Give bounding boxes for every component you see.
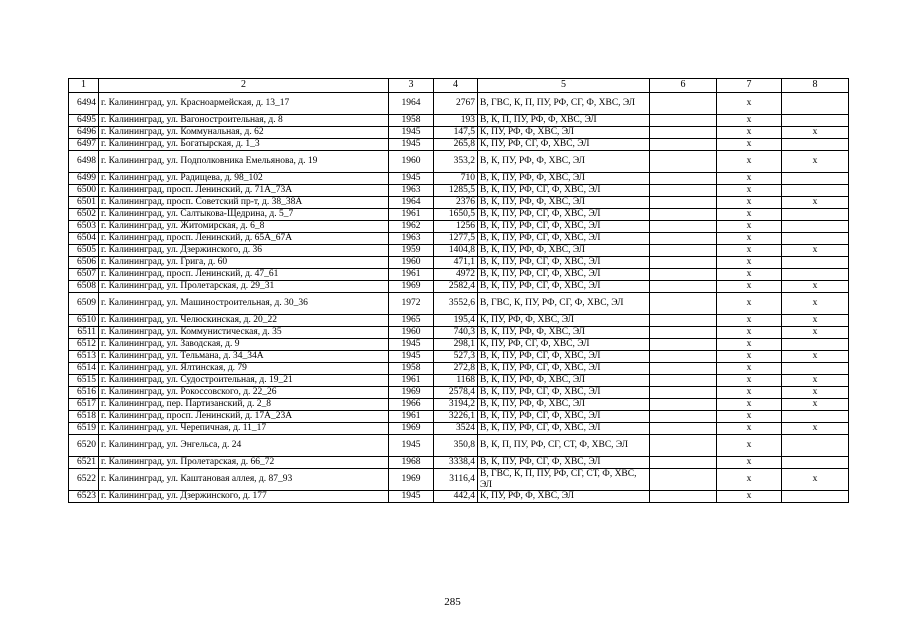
area-cell: 4972 <box>434 269 478 281</box>
address-cell: г. Калининград, просп. Ленинский, д. 71А_73А <box>99 185 389 197</box>
area-cell: 1256 <box>434 221 478 233</box>
year-cell: 1969 <box>389 281 434 293</box>
works-list-cell: В, К, П, ПУ, РФ, СГ, СТ, Ф, ХВС, ЭЛ <box>478 435 650 457</box>
column-6-cell <box>650 233 717 245</box>
works-list-cell: В, К, ПУ, РФ, СГ, Ф, ХВС, ЭЛ <box>478 209 650 221</box>
year-cell: 1960 <box>389 327 434 339</box>
table-row <box>69 151 849 173</box>
table-row <box>69 115 849 127</box>
column-8-mark-cell: х <box>782 245 849 257</box>
works-list-cell: В, К, ПУ, РФ, Ф, ХВС, ЭЛ <box>478 245 650 257</box>
row-number-cell: 6514 <box>69 363 99 375</box>
row-number-cell: 6502 <box>69 209 99 221</box>
address-cell: г. Калининград, ул. Пролетарская, д. 66_72 <box>99 457 389 469</box>
column-8-mark-cell: х <box>782 423 849 435</box>
row-number-cell: 6518 <box>69 411 99 423</box>
header-col-4: 4 <box>434 79 478 93</box>
column-7-mark-cell: х <box>717 435 782 457</box>
area-cell: 527,3 <box>434 351 478 363</box>
column-6-cell <box>650 399 717 411</box>
table-row <box>69 293 849 315</box>
area-cell: 442,4 <box>434 491 478 503</box>
table-row <box>69 269 849 281</box>
works-list-cell: К, ПУ, РФ, Ф, ХВС, ЭЛ <box>478 127 650 139</box>
works-list-cell: К, ПУ, РФ, Ф, ХВС, ЭЛ <box>478 491 650 503</box>
column-8-mark-cell <box>782 435 849 457</box>
address-cell: г. Калининград, ул. Машиностроительная, д. 30_36 <box>99 293 389 315</box>
column-8-mark-cell: х <box>782 127 849 139</box>
row-number-cell: 6503 <box>69 221 99 233</box>
year-cell: 1961 <box>389 209 434 221</box>
column-7-mark-cell: х <box>717 327 782 339</box>
year-cell: 1969 <box>389 387 434 399</box>
column-8-mark-cell: х <box>782 351 849 363</box>
area-cell: 353,2 <box>434 151 478 173</box>
address-cell: г. Калининград, ул. Богатырская, д. 1_3 <box>99 139 389 151</box>
table-row <box>69 351 849 363</box>
works-list-cell: В, К, ПУ, РФ, СГ, Ф, ХВС, ЭЛ <box>478 457 650 469</box>
year-cell: 1972 <box>389 293 434 315</box>
column-6-cell <box>650 411 717 423</box>
column-8-mark-cell <box>782 457 849 469</box>
column-6-cell <box>650 209 717 221</box>
year-cell: 1965 <box>389 315 434 327</box>
column-6-cell <box>650 339 717 351</box>
address-cell: г. Калининград, просп. Советский пр-т, д. 38_38А <box>99 197 389 209</box>
address-cell: г. Калининград, ул. Красноармейская, д. 13_17 <box>99 93 389 115</box>
address-cell: г. Калининград, ул. Каштановая аллея, д. 87_93 <box>99 469 389 491</box>
year-cell: 1945 <box>389 339 434 351</box>
table-row <box>69 457 849 469</box>
address-cell: г. Калининград, ул. Подполковника Емельянова, д. 19 <box>99 151 389 173</box>
area-cell: 3524 <box>434 423 478 435</box>
works-list-cell: К, ПУ, РФ, СГ, Ф, ХВС, ЭЛ <box>478 339 650 351</box>
column-6-cell <box>650 173 717 185</box>
area-cell: 710 <box>434 173 478 185</box>
year-cell: 1960 <box>389 151 434 173</box>
header-col-5: 5 <box>478 79 650 93</box>
year-cell: 1963 <box>389 233 434 245</box>
year-cell: 1945 <box>389 173 434 185</box>
area-cell: 3116,4 <box>434 469 478 491</box>
row-number-cell: 6515 <box>69 375 99 387</box>
column-8-mark-cell <box>782 257 849 269</box>
table-row <box>69 411 849 423</box>
table-row <box>69 327 849 339</box>
year-cell: 1969 <box>389 423 434 435</box>
column-6-cell <box>650 387 717 399</box>
column-6-cell <box>650 293 717 315</box>
area-cell: 471,1 <box>434 257 478 269</box>
year-cell: 1958 <box>389 363 434 375</box>
column-7-mark-cell: х <box>717 281 782 293</box>
works-list-cell: В, К, ПУ, РФ, СГ, Ф, ХВС, ЭЛ <box>478 351 650 363</box>
column-6-cell <box>650 435 717 457</box>
table-row <box>69 399 849 411</box>
table-row <box>69 491 849 503</box>
address-cell: г. Калининград, ул. Коммунистическая, д. 35 <box>99 327 389 339</box>
column-8-mark-cell <box>782 93 849 115</box>
year-cell: 1969 <box>389 469 434 491</box>
header-col-7: 7 <box>717 79 782 93</box>
column-8-mark-cell <box>782 185 849 197</box>
column-6-cell <box>650 363 717 375</box>
column-8-mark-cell <box>782 363 849 375</box>
address-cell: г. Калининград, ул. Пролетарская, д. 29_31 <box>99 281 389 293</box>
column-7-mark-cell: х <box>717 491 782 503</box>
table-header-row <box>69 79 849 93</box>
column-7-mark-cell: х <box>717 269 782 281</box>
row-number-cell: 6510 <box>69 315 99 327</box>
column-7-mark-cell: х <box>717 423 782 435</box>
year-cell: 1963 <box>389 185 434 197</box>
row-number-cell: 6517 <box>69 399 99 411</box>
column-7-mark-cell: х <box>717 257 782 269</box>
table-row <box>69 257 849 269</box>
address-cell: г. Калининград, ул. Энгельса, д. 24 <box>99 435 389 457</box>
column-7-mark-cell: х <box>717 93 782 115</box>
column-7-mark-cell: х <box>717 339 782 351</box>
address-cell: г. Калининград, ул. Дзержинского, д. 177 <box>99 491 389 503</box>
row-number-cell: 6499 <box>69 173 99 185</box>
column-8-mark-cell <box>782 269 849 281</box>
year-cell: 1968 <box>389 457 434 469</box>
table-row <box>69 221 849 233</box>
column-8-mark-cell: х <box>782 375 849 387</box>
column-8-mark-cell <box>782 411 849 423</box>
table-body <box>69 93 849 503</box>
column-8-mark-cell: х <box>782 327 849 339</box>
address-cell: г. Калининград, ул. Житомирская, д. 6_8 <box>99 221 389 233</box>
works-list-cell: В, К, ПУ, РФ, Ф, ХВС, ЭЛ <box>478 375 650 387</box>
column-7-mark-cell: х <box>717 115 782 127</box>
area-cell: 2376 <box>434 197 478 209</box>
column-7-mark-cell: х <box>717 363 782 375</box>
row-number-cell: 6498 <box>69 151 99 173</box>
works-list-cell: В, К, П, ПУ, РФ, Ф, ХВС, ЭЛ <box>478 115 650 127</box>
register-table <box>68 78 849 503</box>
year-cell: 1960 <box>389 257 434 269</box>
table-row <box>69 185 849 197</box>
address-cell: г. Калининград, пер. Партизанский, д. 2_8 <box>99 399 389 411</box>
column-6-cell <box>650 457 717 469</box>
table-row <box>69 139 849 151</box>
column-7-mark-cell: х <box>717 173 782 185</box>
page-number: 285 <box>444 596 461 608</box>
column-7-mark-cell: х <box>717 469 782 491</box>
area-cell: 193 <box>434 115 478 127</box>
works-list-cell: В, К, ПУ, РФ, СГ, Ф, ХВС, ЭЛ <box>478 221 650 233</box>
year-cell: 1964 <box>389 197 434 209</box>
year-cell: 1961 <box>389 411 434 423</box>
header-col-6: 6 <box>650 79 717 93</box>
column-6-cell <box>650 375 717 387</box>
area-cell: 2578,4 <box>434 387 478 399</box>
works-list-cell: В, К, ПУ, РФ, СГ, Ф, ХВС, ЭЛ <box>478 185 650 197</box>
column-7-mark-cell: х <box>717 457 782 469</box>
works-list-cell: В, ГВС, К, П, ПУ, РФ, СГ, СТ, Ф, ХВС, ЭЛ <box>478 469 650 491</box>
row-number-cell: 6516 <box>69 387 99 399</box>
address-cell: г. Калининград, просп. Ленинский, д. 47_61 <box>99 269 389 281</box>
column-7-mark-cell: х <box>717 245 782 257</box>
year-cell: 1961 <box>389 269 434 281</box>
row-number-cell: 6497 <box>69 139 99 151</box>
row-number-cell: 6495 <box>69 115 99 127</box>
year-cell: 1961 <box>389 375 434 387</box>
table-row <box>69 469 849 491</box>
works-list-cell: К, ПУ, РФ, Ф, ХВС, ЭЛ <box>478 315 650 327</box>
address-cell: г. Калининград, ул. Дзержинского, д. 36 <box>99 245 389 257</box>
column-7-mark-cell: х <box>717 221 782 233</box>
column-8-mark-cell <box>782 491 849 503</box>
address-cell: г. Калининград, ул. Челюскинская, д. 20_22 <box>99 315 389 327</box>
table-row <box>69 233 849 245</box>
column-7-mark-cell: х <box>717 127 782 139</box>
row-number-cell: 6494 <box>69 93 99 115</box>
row-number-cell: 6513 <box>69 351 99 363</box>
column-6-cell <box>650 491 717 503</box>
works-list-cell: В, К, ПУ, РФ, СГ, Ф, ХВС, ЭЛ <box>478 387 650 399</box>
table-row <box>69 339 849 351</box>
works-list-cell: В, К, ПУ, РФ, СГ, Ф, ХВС, ЭЛ <box>478 423 650 435</box>
column-7-mark-cell: х <box>717 197 782 209</box>
column-8-mark-cell <box>782 139 849 151</box>
row-number-cell: 6504 <box>69 233 99 245</box>
row-number-cell: 6511 <box>69 327 99 339</box>
table-row <box>69 93 849 115</box>
year-cell: 1966 <box>389 399 434 411</box>
column-7-mark-cell: х <box>717 411 782 423</box>
column-6-cell <box>650 469 717 491</box>
table-row <box>69 423 849 435</box>
header-col-8: 8 <box>782 79 849 93</box>
area-cell: 2582,4 <box>434 281 478 293</box>
table-row <box>69 127 849 139</box>
address-cell: г. Калининград, ул. Судостроительная, д. 19_21 <box>99 375 389 387</box>
area-cell: 740,3 <box>434 327 478 339</box>
column-6-cell <box>650 351 717 363</box>
column-6-cell <box>650 221 717 233</box>
column-6-cell <box>650 327 717 339</box>
row-number-cell: 6523 <box>69 491 99 503</box>
column-8-mark-cell <box>782 209 849 221</box>
column-7-mark-cell: х <box>717 151 782 173</box>
column-7-mark-cell: х <box>717 293 782 315</box>
works-list-cell: В, К, ПУ, РФ, СГ, Ф, ХВС, ЭЛ <box>478 363 650 375</box>
address-cell: г. Калининград, просп. Ленинский, д. 65А_67А <box>99 233 389 245</box>
header-col-1: 1 <box>69 79 99 93</box>
column-6-cell <box>650 281 717 293</box>
works-list-cell: В, К, ПУ, РФ, СГ, Ф, ХВС, ЭЛ <box>478 269 650 281</box>
address-cell: г. Калининград, ул. Коммунальная, д. 62 <box>99 127 389 139</box>
works-list-cell: В, К, ПУ, РФ, СГ, Ф, ХВС, ЭЛ <box>478 411 650 423</box>
column-7-mark-cell: х <box>717 399 782 411</box>
works-list-cell: В, К, ПУ, РФ, Ф, ХВС, ЭЛ <box>478 399 650 411</box>
row-number-cell: 6500 <box>69 185 99 197</box>
area-cell: 298,1 <box>434 339 478 351</box>
area-cell: 1650,5 <box>434 209 478 221</box>
column-8-mark-cell: х <box>782 151 849 173</box>
column-6-cell <box>650 423 717 435</box>
year-cell: 1962 <box>389 221 434 233</box>
area-cell: 3552,6 <box>434 293 478 315</box>
table-row <box>69 173 849 185</box>
column-6-cell <box>650 115 717 127</box>
column-6-cell <box>650 139 717 151</box>
area-cell: 3194,2 <box>434 399 478 411</box>
row-number-cell: 6496 <box>69 127 99 139</box>
area-cell: 3226,1 <box>434 411 478 423</box>
table-row <box>69 387 849 399</box>
column-8-mark-cell <box>782 115 849 127</box>
header-col-2: 2 <box>99 79 389 93</box>
row-number-cell: 6506 <box>69 257 99 269</box>
column-7-mark-cell: х <box>717 139 782 151</box>
year-cell: 1959 <box>389 245 434 257</box>
column-7-mark-cell: х <box>717 375 782 387</box>
address-cell: г. Калининград, ул. Заводская, д. 9 <box>99 339 389 351</box>
year-cell: 1945 <box>389 139 434 151</box>
year-cell: 1945 <box>389 127 434 139</box>
column-8-mark-cell <box>782 339 849 351</box>
column-6-cell <box>650 245 717 257</box>
table-row <box>69 375 849 387</box>
column-6-cell <box>650 185 717 197</box>
header-col-3: 3 <box>389 79 434 93</box>
table-row <box>69 435 849 457</box>
column-8-mark-cell: х <box>782 387 849 399</box>
area-cell: 2767 <box>434 93 478 115</box>
column-7-mark-cell: х <box>717 387 782 399</box>
works-list-cell: В, К, ПУ, РФ, Ф, ХВС, ЭЛ <box>478 173 650 185</box>
table-row <box>69 209 849 221</box>
year-cell: 1945 <box>389 435 434 457</box>
address-cell: г. Калининград, ул. Черепичная, д. 11_17 <box>99 423 389 435</box>
works-list-cell: В, К, ПУ, РФ, СГ, Ф, ХВС, ЭЛ <box>478 281 650 293</box>
area-cell: 1168 <box>434 375 478 387</box>
table-row <box>69 197 849 209</box>
year-cell: 1958 <box>389 115 434 127</box>
row-number-cell: 6522 <box>69 469 99 491</box>
year-cell: 1964 <box>389 93 434 115</box>
column-6-cell <box>650 315 717 327</box>
area-cell: 265,8 <box>434 139 478 151</box>
column-6-cell <box>650 151 717 173</box>
address-cell: г. Калининград, ул. Грига, д. 60 <box>99 257 389 269</box>
column-7-mark-cell: х <box>717 209 782 221</box>
works-list-cell: В, К, ПУ, РФ, Ф, ХВС, ЭЛ <box>478 327 650 339</box>
table-row <box>69 245 849 257</box>
column-8-mark-cell <box>782 221 849 233</box>
works-list-cell: В, ГВС, К, П, ПУ, РФ, СГ, Ф, ХВС, ЭЛ <box>478 93 650 115</box>
column-6-cell <box>650 197 717 209</box>
column-8-mark-cell <box>782 233 849 245</box>
row-number-cell: 6521 <box>69 457 99 469</box>
works-list-cell: В, ГВС, К, ПУ, РФ, СГ, Ф, ХВС, ЭЛ <box>478 293 650 315</box>
row-number-cell: 6520 <box>69 435 99 457</box>
area-cell: 147,5 <box>434 127 478 139</box>
area-cell: 1404,8 <box>434 245 478 257</box>
column-8-mark-cell: х <box>782 399 849 411</box>
row-number-cell: 6507 <box>69 269 99 281</box>
table-row <box>69 281 849 293</box>
area-cell: 272,8 <box>434 363 478 375</box>
column-7-mark-cell: х <box>717 351 782 363</box>
year-cell: 1945 <box>389 491 434 503</box>
area-cell: 1285,5 <box>434 185 478 197</box>
column-8-mark-cell: х <box>782 197 849 209</box>
address-cell: г. Калининград, ул. Радищева, д. 98_102 <box>99 173 389 185</box>
year-cell: 1945 <box>389 351 434 363</box>
address-cell: г. Калининград, ул. Ялтинская, д. 79 <box>99 363 389 375</box>
address-cell: г. Калининград, ул. Вагоностроительная, д. 8 <box>99 115 389 127</box>
column-8-mark-cell: х <box>782 315 849 327</box>
table-row <box>69 363 849 375</box>
address-cell: г. Калининград, ул. Тельмана, д. 34_34А <box>99 351 389 363</box>
row-number-cell: 6519 <box>69 423 99 435</box>
works-list-cell: В, К, ПУ, РФ, Ф, ХВС, ЭЛ <box>478 197 650 209</box>
column-6-cell <box>650 257 717 269</box>
works-list-cell: В, К, ПУ, РФ, СГ, Ф, ХВС, ЭЛ <box>478 233 650 245</box>
column-6-cell <box>650 269 717 281</box>
table-row <box>69 315 849 327</box>
column-8-mark-cell: х <box>782 281 849 293</box>
works-list-cell: В, К, ПУ, РФ, СГ, Ф, ХВС, ЭЛ <box>478 257 650 269</box>
address-cell: г. Калининград, просп. Ленинский, д. 17А_23А <box>99 411 389 423</box>
column-7-mark-cell: х <box>717 315 782 327</box>
row-number-cell: 6512 <box>69 339 99 351</box>
column-6-cell <box>650 127 717 139</box>
address-cell: г. Калининград, ул. Рокоссовского, д. 22_26 <box>99 387 389 399</box>
column-6-cell <box>650 93 717 115</box>
area-cell: 3338,4 <box>434 457 478 469</box>
column-8-mark-cell: х <box>782 293 849 315</box>
area-cell: 350,8 <box>434 435 478 457</box>
works-list-cell: В, К, ПУ, РФ, Ф, ХВС, ЭЛ <box>478 151 650 173</box>
row-number-cell: 6501 <box>69 197 99 209</box>
row-number-cell: 6508 <box>69 281 99 293</box>
column-7-mark-cell: х <box>717 233 782 245</box>
column-7-mark-cell: х <box>717 185 782 197</box>
area-cell: 195,4 <box>434 315 478 327</box>
address-cell: г. Калининград, ул. Салтыкова-Щедрина, д. 5_7 <box>99 209 389 221</box>
row-number-cell: 6505 <box>69 245 99 257</box>
row-number-cell: 6509 <box>69 293 99 315</box>
column-8-mark-cell <box>782 173 849 185</box>
column-8-mark-cell: х <box>782 469 849 491</box>
works-list-cell: К, ПУ, РФ, СГ, Ф, ХВС, ЭЛ <box>478 139 650 151</box>
area-cell: 1277,5 <box>434 233 478 245</box>
